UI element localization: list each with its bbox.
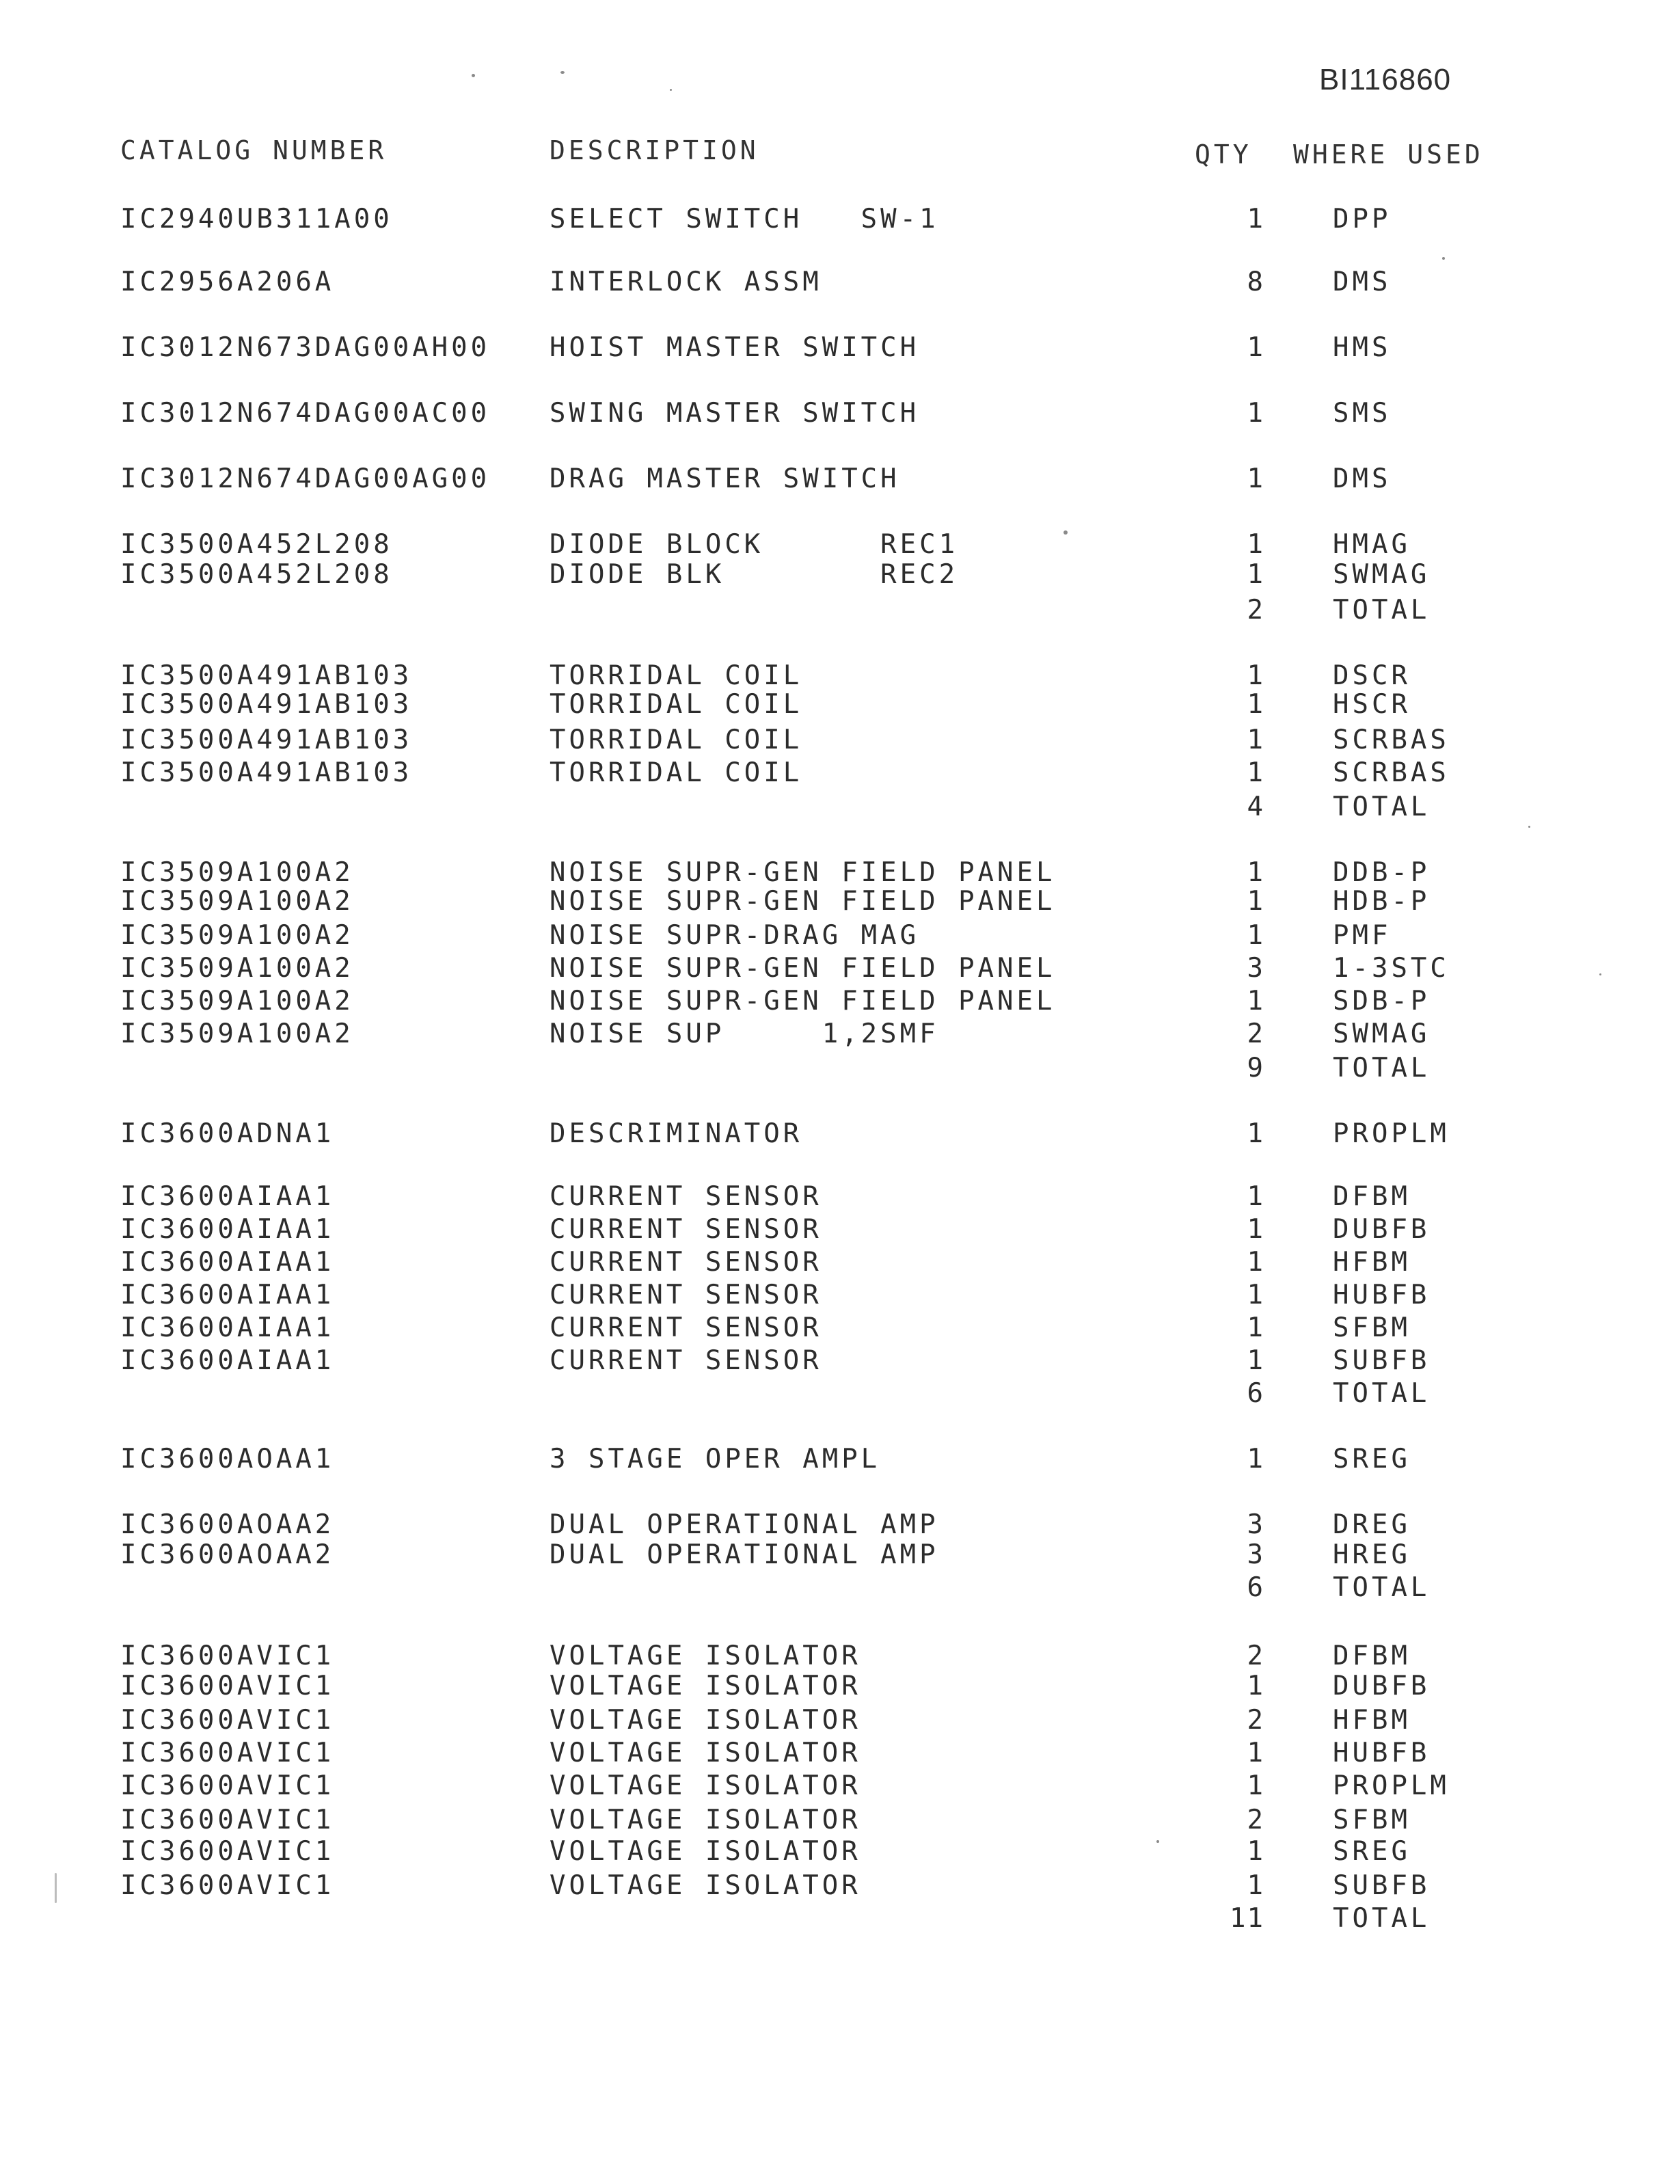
qty-cell: 1	[1247, 1836, 1264, 1867]
table-row	[0, 1539, 1680, 1571]
table-row	[0, 689, 1680, 720]
catalog-number-cell: IC3509A100A2	[120, 920, 354, 951]
qty-cell: 1	[1247, 1770, 1264, 1801]
catalog-number-cell: IC3600AVIC1	[120, 1641, 335, 1671]
catalog-number-cell: IC3012N674DAG00AC00	[120, 398, 491, 429]
description-cell: DIODE BLOCK REC1	[550, 529, 959, 560]
qty-cell: 3	[1247, 1539, 1264, 1570]
table-row	[0, 1118, 1680, 1150]
catalog-number-cell: IC3600AVIC1	[120, 1870, 335, 1901]
description-cell: VOLTAGE ISOLATOR	[550, 1671, 861, 1701]
where-used-cell: SUBFB	[1333, 1870, 1431, 1901]
catalog-number-cell: IC3500A452L208	[120, 559, 393, 590]
catalog-number-cell: IC3012N673DAG00AH00	[120, 332, 491, 363]
description-cell: CURRENT SENSOR	[550, 1214, 822, 1245]
where-used-cell: 1-3STC	[1333, 953, 1450, 984]
scan-speck	[1442, 257, 1445, 260]
qty-cell: 4	[1247, 792, 1264, 822]
where-used-cell: DSCR	[1333, 660, 1411, 691]
description-cell: TORRIDAL COIL	[550, 689, 803, 720]
table-row	[0, 267, 1680, 298]
catalog-number-cell: IC3600AIAA1	[120, 1247, 335, 1278]
description-cell: NOISE SUPR-GEN FIELD PANEL	[550, 886, 1056, 917]
qty-cell: 1	[1247, 398, 1264, 429]
where-used-cell: DREG	[1333, 1509, 1411, 1540]
catalog-number-cell: IC3600AOAA1	[120, 1444, 335, 1474]
description-cell: INTERLOCK ASSM	[550, 267, 822, 297]
description-cell: VOLTAGE ISOLATOR	[550, 1805, 861, 1835]
scan-speck	[1156, 1840, 1159, 1843]
qty-cell: 1	[1247, 920, 1264, 951]
description-cell: CURRENT SENSOR	[550, 1280, 822, 1310]
description-cell: CURRENT SENSOR	[550, 1312, 822, 1343]
catalog-number-cell: IC3509A100A2	[120, 986, 354, 1016]
where-used-cell: DMS	[1333, 267, 1392, 297]
qty-cell: 1	[1247, 725, 1264, 755]
where-used-cell: HDB-P	[1333, 886, 1431, 917]
where-used-cell: HUBFB	[1333, 1280, 1431, 1310]
where-used-cell: HMS	[1333, 332, 1392, 363]
scan-speck	[670, 89, 672, 91]
table-row	[0, 1738, 1680, 1769]
table-row	[0, 886, 1680, 917]
where-used-cell: DFBM	[1333, 1641, 1411, 1671]
qty-cell: 1	[1247, 1312, 1264, 1343]
qty-cell: 1	[1247, 529, 1264, 560]
description-cell: CURRENT SENSOR	[550, 1247, 822, 1278]
catalog-number-cell: IC3600AIAA1	[120, 1214, 335, 1245]
description-cell: NOISE SUPR-DRAG MAG	[550, 920, 920, 951]
where-used-cell: TOTAL	[1333, 1903, 1431, 1934]
where-used-cell: SCRBAS	[1333, 725, 1450, 755]
qty-cell: 1	[1247, 1738, 1264, 1768]
where-used-cell: DFBM	[1333, 1181, 1411, 1212]
where-used-cell: TOTAL	[1333, 792, 1431, 822]
where-used-cell: SCRBAS	[1333, 757, 1450, 788]
where-used-cell: PROPLM	[1333, 1118, 1450, 1149]
table-row	[0, 725, 1680, 756]
description-cell: HOIST MASTER SWITCH	[550, 332, 920, 363]
catalog-number-cell: IC3600AVIC1	[120, 1671, 335, 1701]
header-catalog-number: CATALOG NUMBER	[120, 135, 388, 165]
qty-cell: 1	[1247, 204, 1264, 234]
qty-cell: 8	[1247, 267, 1264, 297]
where-used-cell: SFBM	[1333, 1805, 1411, 1835]
catalog-number-cell: IC2940UB311A00	[120, 204, 393, 234]
where-used-cell: DUBFB	[1333, 1214, 1431, 1245]
table-row	[0, 1770, 1680, 1802]
table-row	[0, 559, 1680, 591]
qty-cell: 1	[1247, 857, 1264, 888]
catalog-number-cell: IC3500A452L208	[120, 529, 393, 560]
description-cell: VOLTAGE ISOLATOR	[550, 1641, 861, 1671]
where-used-cell: TOTAL	[1333, 595, 1431, 625]
description-cell: DIODE BLK REC2	[550, 559, 959, 590]
qty-cell: 1	[1247, 1118, 1264, 1149]
qty-cell: 2	[1247, 595, 1264, 625]
where-used-cell: HUBFB	[1333, 1738, 1431, 1768]
table-row	[0, 986, 1680, 1017]
table-row	[0, 1019, 1680, 1050]
table-row	[0, 1345, 1680, 1377]
header-description: DESCRIPTION	[550, 135, 759, 165]
table-row	[0, 398, 1680, 429]
where-used-cell: TOTAL	[1333, 1572, 1431, 1603]
catalog-number-cell: IC2956A206A	[120, 267, 335, 297]
catalog-number-cell: IC3600AVIC1	[120, 1705, 335, 1736]
description-cell: DUAL OPERATIONAL AMP	[550, 1509, 939, 1540]
qty-cell: 1	[1247, 886, 1264, 917]
catalog-number-cell: IC3509A100A2	[120, 1019, 354, 1049]
description-cell: CURRENT SENSOR	[550, 1345, 822, 1376]
scan-speck	[560, 71, 565, 74]
qty-cell: 1	[1247, 660, 1264, 691]
description-cell: VOLTAGE ISOLATOR	[550, 1770, 861, 1801]
where-used-cell: HSCR	[1333, 689, 1411, 720]
qty-cell: 1	[1247, 1214, 1264, 1245]
table-row	[0, 1280, 1680, 1311]
qty-cell: 2	[1247, 1705, 1264, 1736]
where-used-cell: SMS	[1333, 398, 1392, 429]
scan-mark	[55, 1873, 57, 1903]
table-row	[0, 920, 1680, 952]
where-used-cell: PROPLM	[1333, 1770, 1450, 1801]
header-where-used: WHERE USED	[1293, 139, 1484, 170]
catalog-number-cell: IC3509A100A2	[120, 857, 354, 888]
description-cell: DESCRIMINATOR	[550, 1118, 803, 1149]
where-used-cell: HMAG	[1333, 529, 1411, 560]
qty-cell: 6	[1247, 1378, 1264, 1409]
catalog-number-cell: IC3500A491AB103	[120, 757, 413, 788]
table-row	[0, 1444, 1680, 1475]
table-row	[0, 1181, 1680, 1213]
description-cell: VOLTAGE ISOLATOR	[550, 1870, 861, 1901]
where-used-cell: TOTAL	[1333, 1378, 1431, 1409]
table-row	[0, 757, 1680, 789]
description-cell: SELECT SWITCH SW-1	[550, 204, 939, 234]
catalog-number-cell: IC3509A100A2	[120, 953, 354, 984]
description-cell: TORRIDAL COIL	[550, 660, 803, 691]
where-used-cell: SREG	[1333, 1444, 1411, 1474]
description-cell: DRAG MASTER SWITCH	[550, 463, 900, 494]
table-row	[0, 857, 1680, 889]
catalog-number-cell: IC3600ADNA1	[120, 1118, 335, 1149]
qty-cell: 1	[1247, 1671, 1264, 1701]
qty-cell: 2	[1247, 1019, 1264, 1049]
qty-cell: 3	[1247, 953, 1264, 984]
table-row	[0, 1836, 1680, 1868]
qty-cell: 1	[1247, 1345, 1264, 1376]
qty-cell: 6	[1247, 1572, 1264, 1603]
total-row	[0, 1572, 1680, 1604]
catalog-number-cell: IC3600AVIC1	[120, 1805, 335, 1835]
where-used-cell: SFBM	[1333, 1312, 1411, 1343]
description-cell: CURRENT SENSOR	[550, 1181, 822, 1212]
where-used-cell: HFBM	[1333, 1705, 1411, 1736]
table-row	[0, 1509, 1680, 1541]
where-used-cell: PMF	[1333, 920, 1392, 951]
scan-speck	[1063, 530, 1068, 535]
catalog-number-cell: IC3509A100A2	[120, 886, 354, 917]
scan-speck	[1599, 973, 1601, 975]
catalog-number-cell: IC3600AOAA2	[120, 1539, 335, 1570]
table-row	[0, 1805, 1680, 1836]
qty-cell: 1	[1247, 559, 1264, 590]
catalog-number-cell: IC3600AVIC1	[120, 1738, 335, 1768]
description-cell: NOISE SUPR-GEN FIELD PANEL	[550, 986, 1056, 1016]
qty-cell: 1	[1247, 332, 1264, 363]
catalog-number-cell: IC3600AOAA2	[120, 1509, 335, 1540]
scan-speck	[1528, 826, 1530, 828]
description-cell: VOLTAGE ISOLATOR	[550, 1738, 861, 1768]
scan-speck	[472, 74, 475, 77]
qty-cell: 1	[1247, 757, 1264, 788]
catalog-number-cell: IC3600AVIC1	[120, 1770, 335, 1801]
table-row	[0, 1705, 1680, 1736]
where-used-cell: SWMAG	[1333, 559, 1431, 590]
catalog-number-cell: IC3600AIAA1	[120, 1312, 335, 1343]
total-row	[0, 1903, 1680, 1934]
where-used-cell: HREG	[1333, 1539, 1411, 1570]
total-row	[0, 1053, 1680, 1084]
qty-cell: 1	[1247, 1444, 1264, 1474]
description-cell: VOLTAGE ISOLATOR	[550, 1836, 861, 1867]
qty-cell: 11	[1230, 1903, 1264, 1934]
description-cell: TORRIDAL COIL	[550, 725, 803, 755]
where-used-cell: DUBFB	[1333, 1671, 1431, 1701]
catalog-number-cell: IC3600AIAA1	[120, 1345, 335, 1376]
where-used-cell: SWMAG	[1333, 1019, 1431, 1049]
qty-cell: 2	[1247, 1805, 1264, 1835]
table-row	[0, 463, 1680, 495]
where-used-cell: SDB-P	[1333, 986, 1431, 1016]
table-row	[0, 1247, 1680, 1278]
total-row	[0, 595, 1680, 626]
description-cell: NOISE SUPR-GEN FIELD PANEL	[550, 953, 1056, 984]
catalog-number-cell: IC3012N674DAG00AG00	[120, 463, 491, 494]
catalog-number-cell: IC3500A491AB103	[120, 725, 413, 755]
where-used-cell: HFBM	[1333, 1247, 1411, 1278]
description-cell: SWING MASTER SWITCH	[550, 398, 920, 429]
where-used-cell: TOTAL	[1333, 1053, 1431, 1083]
qty-cell: 9	[1247, 1053, 1264, 1083]
where-used-cell: DPP	[1333, 204, 1392, 234]
total-row	[0, 792, 1680, 823]
description-cell: 3 STAGE OPER AMPL	[550, 1444, 881, 1474]
catalog-number-cell: IC3500A491AB103	[120, 660, 413, 691]
total-row	[0, 1378, 1680, 1410]
description-cell: NOISE SUP 1,2SMF	[550, 1019, 939, 1049]
where-used-cell: DMS	[1333, 463, 1392, 494]
where-used-cell: SUBFB	[1333, 1345, 1431, 1376]
qty-cell: 1	[1247, 1181, 1264, 1212]
table-row	[0, 1671, 1680, 1702]
qty-cell: 1	[1247, 1280, 1264, 1310]
qty-cell: 1	[1247, 463, 1264, 494]
description-cell: NOISE SUPR-GEN FIELD PANEL	[550, 857, 1056, 888]
table-row	[0, 660, 1680, 692]
qty-cell: 1	[1247, 1870, 1264, 1901]
table-row	[0, 1312, 1680, 1344]
qty-cell: 2	[1247, 1641, 1264, 1671]
table-row	[0, 953, 1680, 984]
qty-cell: 3	[1247, 1509, 1264, 1540]
catalog-number-cell: IC3600AIAA1	[120, 1181, 335, 1212]
table-row	[0, 1214, 1680, 1245]
description-cell: DUAL OPERATIONAL AMP	[550, 1539, 939, 1570]
document-id: BI116860	[1319, 63, 1452, 96]
table-row	[0, 332, 1680, 364]
table-row	[0, 204, 1680, 235]
header-qty: QTY	[1195, 139, 1252, 170]
where-used-cell: SREG	[1333, 1836, 1411, 1867]
table-row	[0, 1641, 1680, 1672]
table-row	[0, 529, 1680, 561]
catalog-number-cell: IC3600AVIC1	[120, 1836, 335, 1867]
where-used-cell: DDB-P	[1333, 857, 1431, 888]
catalog-number-cell: IC3500A491AB103	[120, 689, 413, 720]
description-cell: TORRIDAL COIL	[550, 757, 803, 788]
description-cell: VOLTAGE ISOLATOR	[550, 1705, 861, 1736]
qty-cell: 1	[1247, 689, 1264, 720]
table-row	[0, 1870, 1680, 1902]
catalog-number-cell: IC3600AIAA1	[120, 1280, 335, 1310]
qty-cell: 1	[1247, 986, 1264, 1016]
qty-cell: 1	[1247, 1247, 1264, 1278]
